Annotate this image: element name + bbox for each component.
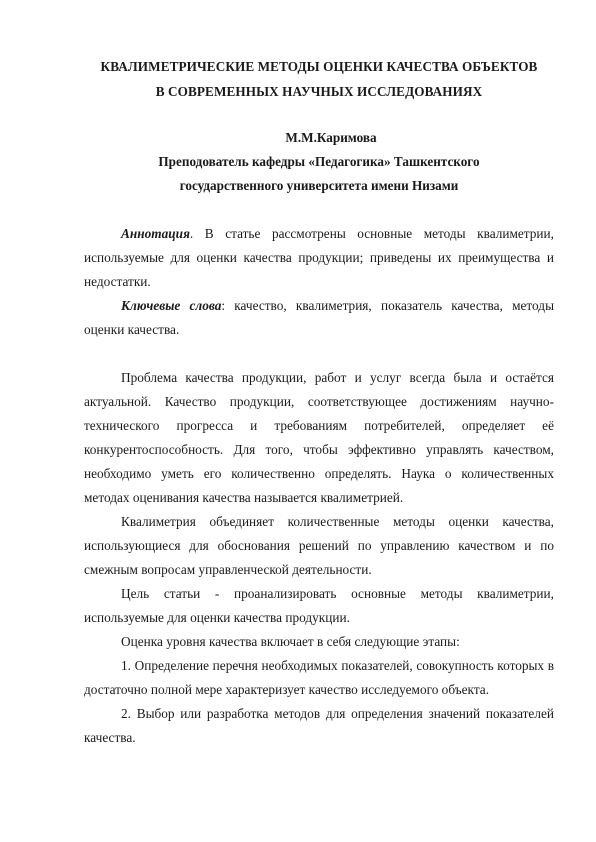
title-line-2: В СОВРЕМЕННЫХ НАУЧНЫХ ИССЛЕДОВАНИЯХ <box>155 84 483 99</box>
body-paragraph-2: Квалиметрия объединяет количественные методы оценки качества, использующиеся для обоснования решений по управлению качеством и по смежным вопросам управленческой деятельности. <box>84 514 554 577</box>
body-paragraph-5: 1. Определение перечня необходимых показателей, совокупность которых в достаточно полной мере характеризует качество исследуемого объекта. <box>84 658 554 697</box>
keywords-paragraph <box>84 294 554 342</box>
document-page <box>84 54 554 750</box>
body-paragraph-1: Проблема качества продукции, работ и услуг всегда была и остаётся актуальной. Качество продукции, соответствующее достижениям научно-технического прогресса и требованиям потребителей, определяет её конкурентоспособность. Для того, чтобы эффективно управлять качеством, необходимо уметь его количественно определять. Наука о количественных методах оценивания качества называется квалиметрией. <box>84 370 554 505</box>
article-title <box>84 54 554 104</box>
abstract-paragraph <box>84 222 554 294</box>
abstract-text: . В статье рассмотрены основные методы квалиметрии, используемые для оценки качества продукции; приведены их преимущества и недостатки. <box>84 226 554 289</box>
keywords-label: Ключевые слова <box>121 298 222 313</box>
body-paragraph-3: Цель статьи - проанализировать основные методы квалиметрии, используемые для оценки качества продукции. <box>84 586 554 625</box>
title-line-1: КВАЛИМЕТРИЧЕСКИЕ МЕТОДЫ ОЦЕНКИ КАЧЕСТВА ОБЪЕКТОВ <box>100 59 538 74</box>
article-body <box>84 222 554 750</box>
body-paragraph-4: Оценка уровня качества включает в себя следующие этапы: <box>121 634 460 649</box>
author-name: М.М.Каримова <box>285 130 377 145</box>
author-affiliation-line-2: государственного университета имени Низами <box>179 178 459 193</box>
body-paragraph-6: 2. Выбор или разработка методов для определения значений показателей качества. <box>84 706 554 745</box>
author-affiliation-line-1: Преподователь кафедры «Педагогика» Ташкентского <box>158 154 480 169</box>
author-block <box>84 126 554 198</box>
abstract-label: Аннотация <box>121 226 190 241</box>
keywords-text: : качество, квалиметрия, показатель качества, методы оценки качества. <box>84 298 554 337</box>
